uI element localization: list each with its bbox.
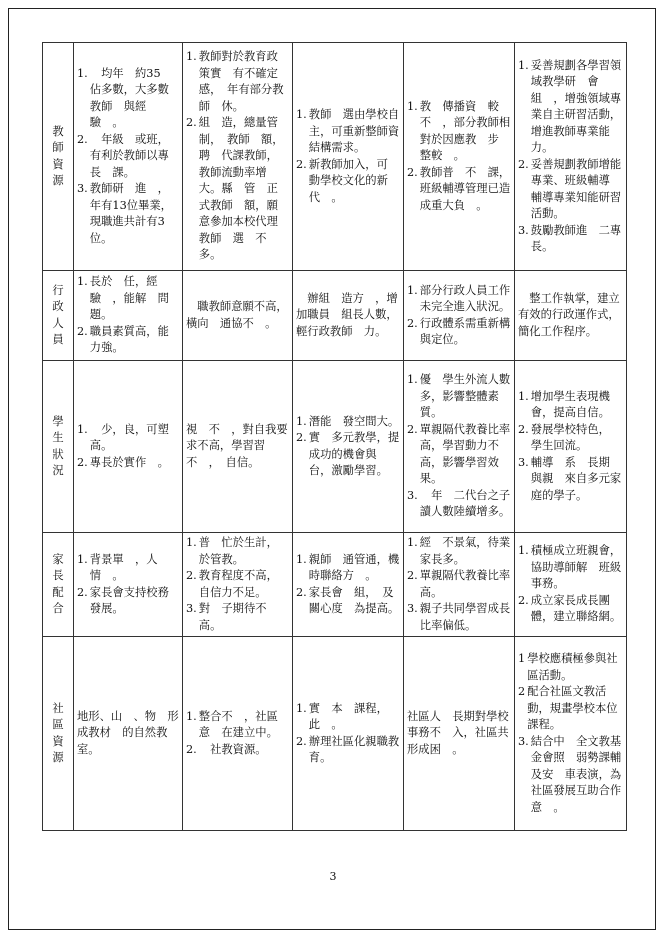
item-text: 辦組 造方 ，增加職員 組長人數， 輕行政教師 力。	[296, 291, 404, 338]
item-text: 組 造，總量管制， 教師 額， 聘 代課教師，教師流動率增大。縣 管 正式教師 額，願意參加本校代理教師 選 不多。	[198, 116, 290, 262]
cell-item	[518, 593, 623, 626]
item-text: 行政體系需重新構與定位。	[419, 316, 511, 346]
item-text: 潛能 發空間大。	[308, 414, 400, 428]
cell-item	[407, 422, 511, 488]
weakness-cell	[183, 361, 293, 533]
cell-item	[518, 422, 623, 455]
item-number: 2.	[296, 157, 307, 171]
item-number: 2.	[407, 422, 418, 436]
item-text: 成立家長成長團體，建立聯絡網。	[530, 593, 622, 624]
strategy-cell	[515, 361, 627, 533]
item-number: 2.	[518, 593, 529, 607]
cell-item	[77, 709, 179, 759]
item-number: 2.	[77, 324, 88, 338]
item-number: 2	[518, 685, 526, 698]
cell-item	[407, 283, 522, 316]
cell-item	[77, 66, 179, 132]
item-number: 3.	[518, 223, 529, 237]
strategy-cell	[515, 43, 627, 271]
row-administrative-staff	[43, 271, 627, 361]
cell-item	[407, 372, 511, 422]
opportunity-cell	[293, 637, 404, 831]
item-text: 整合不 ，社區意 在建立中。	[198, 709, 278, 740]
item-number: 1.	[296, 701, 307, 715]
cell-item	[407, 568, 511, 601]
item-text: 親師 通管通，機 時聯絡方 。	[308, 552, 411, 582]
cell-item	[77, 455, 179, 472]
threat-cell	[404, 637, 520, 831]
cell-item	[518, 389, 623, 422]
cell-item	[186, 299, 289, 332]
item-text: 新教師加入，可 動學校文化的新 代 。	[308, 157, 400, 204]
cell-item	[77, 585, 179, 618]
row-label: 社區資源	[43, 637, 74, 831]
cell-item	[186, 742, 289, 759]
threat-cell	[404, 43, 515, 271]
row-label: 教師資源	[43, 43, 74, 271]
item-text: 視 不 ，對自我要求不高，學習習 不 ， 自信。	[186, 422, 288, 469]
row-label: 家長配合	[43, 533, 74, 637]
strength-cell	[74, 43, 183, 271]
cell-item	[518, 651, 623, 684]
cell-item	[296, 291, 404, 341]
cell-item	[296, 552, 411, 585]
swot-analysis-table	[42, 42, 627, 831]
cell-item	[518, 543, 623, 593]
item-number: 2.	[407, 569, 418, 582]
item-number: 1.	[77, 422, 88, 436]
item-text: 家長會支持校務發展。	[89, 585, 169, 615]
cell-item	[186, 115, 289, 264]
cell-item	[296, 585, 400, 618]
item-text: 辦理社區化親職教育。	[308, 734, 400, 764]
item-number: 1.	[407, 373, 418, 387]
item-text: 長於 任，經驗 ，能解 問題。	[89, 275, 169, 322]
strength-cell	[74, 361, 183, 533]
cell-item	[296, 734, 400, 767]
weakness-cell	[183, 533, 293, 637]
item-number: 2.	[296, 431, 307, 444]
item-number: 2.	[186, 569, 197, 582]
item-number: 1.	[407, 99, 418, 113]
item-number: 1.	[296, 552, 307, 566]
cell-item	[407, 535, 511, 568]
item-number: 3.	[518, 734, 529, 748]
cell-item	[407, 316, 511, 349]
cell-item	[77, 422, 179, 455]
cell-item	[186, 49, 289, 115]
item-number: 3.	[186, 602, 197, 615]
cell-item	[296, 414, 400, 431]
weakness-cell	[183, 271, 293, 361]
opportunity-cell	[293, 361, 411, 533]
item-number: 1.	[518, 58, 529, 72]
item-text: 普 忙於生計，於管教。	[198, 536, 278, 566]
weakness-cell	[183, 43, 293, 271]
cell-item	[518, 223, 623, 256]
strength-cell	[74, 271, 183, 361]
item-text: 社區人 長期對學校事務不 入，社區共 形成困 。	[407, 709, 520, 756]
item-number: 3.	[407, 602, 418, 615]
cell-item	[407, 165, 511, 215]
cell-item	[518, 58, 623, 157]
item-number: 2.	[77, 132, 88, 146]
opportunity-cell	[293, 271, 404, 361]
item-number: 1.	[518, 389, 529, 403]
item-number: 2.	[407, 316, 418, 330]
item-text: 部分行政人員工作 未完全進入狀況。	[419, 283, 522, 313]
item-number: 1.	[77, 66, 88, 80]
opportunity-cell	[293, 43, 404, 271]
item-text: 教 傳播資 較不 ，部分教師相對於因應教 步 整較 。	[419, 99, 511, 163]
item-number: 1.	[186, 709, 197, 723]
item-number: 2.	[77, 585, 88, 599]
item-number: 1.	[186, 50, 197, 64]
item-number: 1.	[186, 536, 197, 549]
strength-cell	[74, 533, 183, 637]
item-text: 教師 選由學校自主，可重新整師資結構需求。	[308, 108, 400, 154]
item-text: 職教師意願不高，橫向 通協不 。	[186, 300, 288, 330]
item-text: 妥善規劃各學習領域教學研 會 組 ，增強領域專業自主研習活動，增進教師專業能力。	[530, 58, 622, 154]
item-number: 2.	[186, 742, 197, 756]
weakness-cell	[183, 637, 293, 831]
item-number: 1.	[296, 108, 307, 121]
strategy-cell	[515, 271, 627, 361]
item-text: 教師研 進 ，年有13位畢業，現職進共計有3位。	[89, 182, 172, 245]
row-label: 行政人員	[43, 271, 74, 361]
item-text: 教師普 不 課，班級輔導管理已造成重大負 。	[419, 165, 511, 212]
item-number: 1.	[77, 275, 88, 289]
item-number: 2.	[296, 734, 307, 748]
threat-cell	[404, 271, 522, 361]
item-number: 3.	[407, 488, 418, 502]
item-number: 1.	[407, 536, 418, 549]
cell-item	[518, 291, 623, 341]
item-text: 地形、山 、物 形成教材 的自然教室。	[77, 709, 179, 756]
cell-item	[77, 274, 179, 324]
item-text: 經 不景氣，待業家長多。	[419, 536, 511, 566]
item-text: 職員素質高，能力強。	[89, 324, 169, 355]
item-number: 2.	[407, 165, 418, 179]
cell-item	[518, 684, 623, 734]
page-number: 3	[329, 870, 337, 883]
strategy-cell	[515, 637, 627, 831]
item-text: 年 二代台之子 讀人數陸續增多。	[419, 488, 522, 519]
item-number: 1	[518, 652, 526, 665]
threat-cell	[404, 361, 522, 533]
item-text: 學校應積極參與社區活動。	[527, 652, 618, 682]
item-text: 實 本 課程， 此 。	[308, 701, 394, 731]
cell-item	[407, 601, 511, 634]
row-teacher-resources	[43, 43, 627, 271]
cell-item	[407, 709, 520, 759]
item-number: 3.	[77, 182, 88, 196]
item-text: 實 多元教學，提 成功的機會與 台，激勵學習。	[308, 431, 411, 477]
item-text: 優 學生外流人數多，影響整體素質。	[419, 373, 511, 420]
item-number: 1.	[518, 544, 529, 558]
item-text: 教師對於教育政策實 有不確定感， 年有部分教師 休。	[198, 50, 284, 113]
cell-item	[77, 324, 179, 357]
opportunity-cell	[293, 533, 411, 637]
item-text: 結合中 全文教基金會照 弱勢課輔及安 車表演，為社區發展互助合作意 。	[530, 734, 622, 814]
item-text: 配合社區文教活動，規畫學校本位課程。	[527, 685, 618, 731]
cell-item	[518, 455, 623, 505]
item-text: 增加學生表現機會，提高自信。	[530, 389, 610, 420]
row-label: 學生狀況	[43, 361, 74, 533]
cell-item	[77, 181, 179, 247]
item-text: 親子共同學習成長比率偏低。	[419, 602, 511, 632]
cell-item	[186, 709, 289, 742]
item-text: 發展學校特色， 學生回流。	[530, 422, 616, 453]
row-parent-cooperation	[43, 533, 627, 637]
item-number: 2.	[518, 157, 529, 171]
cell-item	[186, 422, 289, 472]
item-text: 對 子期待不高。	[198, 602, 267, 632]
cell-item	[77, 132, 179, 182]
item-text: 家長會 組， 及關心度 為提高。	[308, 585, 400, 615]
cell-item	[407, 488, 522, 521]
item-number: 1.	[77, 552, 88, 566]
item-number: 1.	[296, 414, 307, 428]
item-text: 教育程度不高，自信力不足。	[198, 569, 278, 599]
cell-item	[186, 601, 289, 634]
cell-item	[518, 157, 623, 223]
item-text: 單親隔代教養比率高。	[419, 569, 511, 599]
cell-item	[186, 535, 289, 568]
item-text: 年級 或班，有利於教師以專長 課。	[89, 132, 169, 179]
cell-item	[296, 430, 411, 480]
item-text: 均年 約35 佔多數，大多數教師 與經驗 。	[89, 66, 172, 130]
item-text: 輔導 系 長期 與親 來自多元家庭的學子。	[530, 455, 622, 502]
item-text: 鼓勵教師進 二專長。	[530, 223, 622, 253]
cell-item	[77, 552, 179, 585]
item-number: 2.	[296, 585, 307, 599]
item-text: 妥善規劃教師增能專業、班級輔導 輔導專業知能研習活動。	[530, 157, 622, 220]
strategy-cell	[515, 533, 627, 637]
item-number: 1.	[407, 283, 418, 297]
strength-cell	[74, 637, 183, 831]
item-text: 單親隔代教養比率高，學習動力不高，影響學習效果。	[419, 422, 511, 486]
item-number: 2.	[186, 116, 197, 130]
cell-item	[296, 107, 400, 157]
item-number: 3.	[518, 455, 529, 469]
item-text: 整工作執掌，建立有效的行政運作式，簡化工作程序。	[518, 291, 620, 338]
cell-item	[296, 157, 400, 207]
item-text: 專長於實作 。	[89, 455, 169, 469]
row-community-resources	[43, 637, 627, 831]
threat-cell	[404, 533, 515, 637]
cell-item	[518, 734, 623, 817]
cell-item	[296, 701, 400, 734]
row-student-status	[43, 361, 627, 533]
cell-item	[186, 568, 289, 601]
item-text: 積極成立班親會，協助導師解 班級事務。	[530, 544, 622, 591]
item-text: 社教資源。	[198, 742, 267, 756]
item-text: 背景單 ，人情 。	[89, 552, 158, 582]
item-number: 2.	[518, 422, 529, 436]
item-number: 2.	[77, 455, 88, 469]
cell-item	[407, 99, 511, 165]
item-text: 少，良，可塑 高。	[89, 422, 181, 453]
